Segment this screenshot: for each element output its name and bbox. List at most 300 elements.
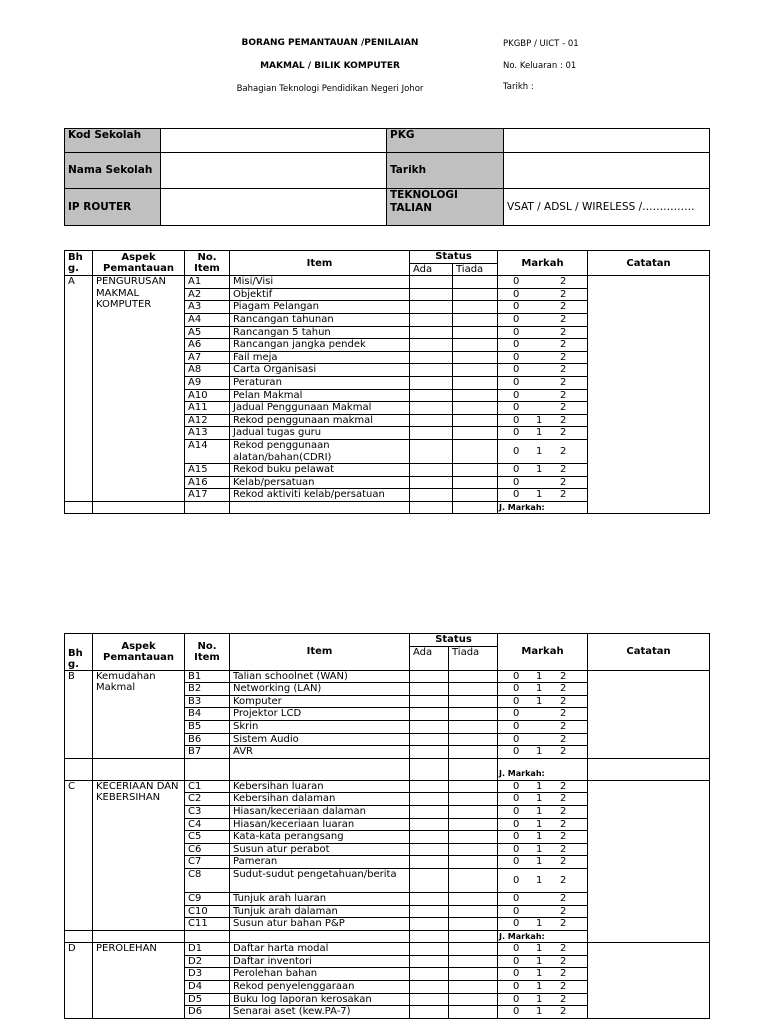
markah-option[interactable]: 2 bbox=[560, 402, 567, 414]
status-tiada-cell[interactable] bbox=[449, 793, 498, 806]
markah-option[interactable]: 0 bbox=[513, 805, 520, 817]
status-tiada-cell[interactable] bbox=[453, 476, 498, 489]
markah-options[interactable] bbox=[498, 843, 588, 856]
markah-option[interactable]: 1 bbox=[536, 780, 543, 792]
status-ada-cell[interactable] bbox=[410, 351, 453, 364]
markah-option[interactable]: 0 bbox=[513, 464, 520, 476]
markah-option[interactable]: 0 bbox=[513, 746, 520, 758]
markah-options[interactable] bbox=[498, 695, 588, 708]
markah-option[interactable]: 2 bbox=[560, 805, 567, 817]
col-aspek: Aspek Pemantauan bbox=[93, 634, 185, 671]
item-name: Sistem Audio bbox=[230, 733, 410, 746]
markah-option[interactable]: 0 bbox=[513, 955, 520, 967]
markah-option[interactable]: 0 bbox=[513, 918, 520, 930]
status-tiada-cell[interactable] bbox=[449, 856, 498, 869]
markah-option[interactable]: 0 bbox=[513, 339, 520, 351]
markah-option[interactable]: 1 bbox=[536, 670, 543, 682]
markah-option[interactable]: 2 bbox=[560, 276, 567, 288]
pkg-field[interactable] bbox=[504, 129, 710, 153]
section-aspek: KECERIAAN DAN KEBERSIHAN bbox=[93, 780, 185, 930]
markah-option[interactable]: 0 bbox=[513, 708, 520, 720]
status-ada-cell[interactable] bbox=[410, 708, 449, 721]
status-ada-cell[interactable] bbox=[410, 339, 453, 352]
table-row bbox=[65, 943, 710, 956]
nama-sekolah-field[interactable] bbox=[161, 153, 387, 189]
markah-option[interactable]: 0 bbox=[513, 683, 520, 695]
markah-option[interactable]: 1 bbox=[536, 918, 543, 930]
markah-option[interactable]: 1 bbox=[536, 981, 543, 993]
markah-option[interactable]: 1 bbox=[536, 955, 543, 967]
markah-option[interactable]: 2 bbox=[560, 1006, 567, 1018]
item-number: B6 bbox=[185, 733, 230, 746]
markah-option[interactable]: 0 bbox=[513, 856, 520, 868]
status-ada-cell[interactable] bbox=[410, 439, 453, 463]
markah-option[interactable]: 0 bbox=[513, 476, 520, 488]
markah-option[interactable]: 1 bbox=[536, 805, 543, 817]
assessment-table-bcd bbox=[64, 633, 710, 1019]
markah-options[interactable] bbox=[498, 733, 588, 746]
markah-options[interactable] bbox=[498, 943, 588, 956]
markah-option[interactable]: 2 bbox=[560, 856, 567, 868]
status-tiada-cell[interactable] bbox=[449, 1006, 498, 1019]
status-ada-cell[interactable] bbox=[410, 288, 453, 301]
markah-option[interactable]: 2 bbox=[560, 288, 567, 300]
status-tiada-cell[interactable] bbox=[449, 708, 498, 721]
markah-option[interactable]: 0 bbox=[513, 943, 520, 955]
status-tiada-cell[interactable] bbox=[449, 843, 498, 856]
item-number: B3 bbox=[185, 695, 230, 708]
markah-option[interactable]: 2 bbox=[560, 831, 567, 843]
markah-options[interactable] bbox=[498, 670, 588, 683]
item-name: Senarai aset (kew.PA-7) bbox=[230, 1006, 410, 1019]
status-ada-cell[interactable] bbox=[410, 993, 449, 1006]
status-ada-cell[interactable] bbox=[410, 805, 449, 818]
markah-options[interactable] bbox=[498, 439, 588, 463]
item-number: C11 bbox=[185, 918, 230, 931]
status-tiada-cell[interactable] bbox=[449, 868, 498, 892]
empty-cell bbox=[65, 501, 93, 514]
markah-option[interactable]: 2 bbox=[560, 720, 567, 732]
markah-options[interactable] bbox=[498, 427, 588, 440]
status-ada-cell[interactable] bbox=[410, 843, 449, 856]
status-tiada-cell[interactable] bbox=[453, 301, 498, 314]
status-tiada-cell[interactable] bbox=[449, 955, 498, 968]
markah-options[interactable] bbox=[498, 351, 588, 364]
markah-options[interactable] bbox=[498, 389, 588, 402]
item-number: A3 bbox=[185, 301, 230, 314]
col-markah: Markah bbox=[498, 634, 588, 671]
item-name: Susun atur bahan P&P bbox=[230, 918, 410, 931]
tarikh-label: Tarikh bbox=[387, 153, 504, 189]
item-name: Piagam Pelangan bbox=[230, 301, 410, 314]
col-tiada: Tiada bbox=[449, 646, 498, 670]
status-tiada-cell[interactable] bbox=[449, 943, 498, 956]
status-ada-cell[interactable] bbox=[410, 793, 449, 806]
catatan-cell[interactable] bbox=[588, 276, 710, 514]
markah-options[interactable] bbox=[498, 818, 588, 831]
item-name: Rekod aktiviti kelab/persatuan bbox=[230, 489, 410, 502]
empty-cell bbox=[93, 758, 185, 780]
catatan-cell[interactable] bbox=[588, 943, 710, 1019]
markah-option[interactable]: 2 bbox=[560, 918, 567, 930]
status-tiada-cell[interactable] bbox=[453, 288, 498, 301]
status-tiada-cell[interactable] bbox=[453, 364, 498, 377]
status-tiada-cell[interactable] bbox=[453, 439, 498, 463]
status-tiada-cell[interactable] bbox=[453, 402, 498, 415]
item-name: Rancangan 5 tahun bbox=[230, 326, 410, 339]
status-tiada-cell[interactable] bbox=[453, 351, 498, 364]
item-name: Talian schoolnet (WAN) bbox=[230, 670, 410, 683]
markah-option[interactable]: 1 bbox=[536, 427, 543, 439]
status-tiada-cell[interactable] bbox=[453, 414, 498, 427]
status-ada-cell[interactable] bbox=[410, 780, 449, 793]
status-ada-cell[interactable] bbox=[410, 856, 449, 869]
empty-cell bbox=[185, 930, 230, 943]
item-number: A15 bbox=[185, 464, 230, 477]
markah-option[interactable]: 0 bbox=[513, 489, 520, 501]
markah-option[interactable]: 1 bbox=[536, 993, 543, 1005]
status-tiada-cell[interactable] bbox=[449, 831, 498, 844]
markah-option[interactable]: 2 bbox=[560, 427, 567, 439]
item-name: Pameran bbox=[230, 856, 410, 869]
item-number: A6 bbox=[185, 339, 230, 352]
status-tiada-cell[interactable] bbox=[453, 276, 498, 289]
markah-option[interactable]: 0 bbox=[513, 843, 520, 855]
item-name: Rekod buku pelawat bbox=[230, 464, 410, 477]
status-ada-cell[interactable] bbox=[410, 427, 453, 440]
status-ada-cell[interactable] bbox=[410, 326, 453, 339]
markah-option[interactable]: 1 bbox=[536, 746, 543, 758]
markah-option[interactable]: 2 bbox=[560, 683, 567, 695]
status-ada-cell[interactable] bbox=[410, 464, 453, 477]
markah-options[interactable] bbox=[498, 831, 588, 844]
markah-option[interactable]: 1 bbox=[536, 489, 543, 501]
markah-options[interactable] bbox=[498, 326, 588, 339]
markah-option[interactable]: 0 bbox=[513, 793, 520, 805]
markah-option[interactable]: 1 bbox=[536, 968, 543, 980]
markah-option[interactable]: 0 bbox=[513, 993, 520, 1005]
markah-option[interactable]: 2 bbox=[560, 780, 567, 792]
col-catatan: Catatan bbox=[588, 251, 710, 276]
markah-option[interactable]: 2 bbox=[560, 981, 567, 993]
catatan-cell[interactable] bbox=[588, 758, 710, 780]
markah-options[interactable] bbox=[498, 918, 588, 931]
status-ada-cell[interactable] bbox=[410, 968, 449, 981]
markah-option[interactable]: 0 bbox=[513, 981, 520, 993]
status-tiada-cell[interactable] bbox=[449, 805, 498, 818]
item-number: A16 bbox=[185, 476, 230, 489]
markah-option[interactable]: 1 bbox=[536, 695, 543, 707]
item-name: Buku log laporan kerosakan bbox=[230, 993, 410, 1006]
status-tiada-cell[interactable] bbox=[449, 683, 498, 696]
status-ada-cell[interactable] bbox=[410, 376, 453, 389]
markah-option[interactable]: 0 bbox=[513, 831, 520, 843]
status-tiada-cell[interactable] bbox=[449, 905, 498, 918]
markah-options[interactable] bbox=[498, 489, 588, 502]
status-tiada-cell[interactable] bbox=[449, 746, 498, 759]
markah-option[interactable]: 2 bbox=[560, 313, 567, 325]
markah-options[interactable] bbox=[498, 414, 588, 427]
item-name: Tunjuk arah dalaman bbox=[230, 905, 410, 918]
markah-options[interactable] bbox=[498, 276, 588, 289]
catatan-cell[interactable] bbox=[588, 780, 710, 943]
markah-option[interactable]: 1 bbox=[536, 856, 543, 868]
markah-option[interactable]: 1 bbox=[536, 943, 543, 955]
markah-option[interactable]: 0 bbox=[513, 905, 520, 917]
markah-option[interactable]: 2 bbox=[560, 464, 567, 476]
markah-option[interactable]: 0 bbox=[513, 364, 520, 376]
col-tiada: Tiada bbox=[453, 263, 498, 276]
status-ada-cell[interactable] bbox=[410, 683, 449, 696]
status-ada-cell[interactable] bbox=[410, 389, 453, 402]
markah-option[interactable]: 2 bbox=[560, 670, 567, 682]
section-code: A bbox=[65, 276, 93, 502]
markah-option[interactable]: 2 bbox=[560, 793, 567, 805]
markah-option[interactable]: 0 bbox=[513, 733, 520, 745]
markah-options[interactable] bbox=[498, 955, 588, 968]
markah-option[interactable]: 0 bbox=[513, 276, 520, 288]
markah-option[interactable]: 0 bbox=[513, 313, 520, 325]
markah-option[interactable]: 2 bbox=[560, 993, 567, 1005]
kod-sekolah-field[interactable] bbox=[161, 129, 387, 153]
item-number: A7 bbox=[185, 351, 230, 364]
markah-option[interactable]: 2 bbox=[560, 746, 567, 758]
markah-option[interactable]: 0 bbox=[513, 968, 520, 980]
status-ada-cell[interactable] bbox=[410, 868, 449, 892]
markah-option[interactable]: 1 bbox=[536, 831, 543, 843]
status-ada-cell[interactable] bbox=[410, 733, 449, 746]
item-name: Hiasan/keceriaan luaran bbox=[230, 818, 410, 831]
markah-option[interactable]: 0 bbox=[513, 389, 520, 401]
markah-option[interactable]: 0 bbox=[513, 695, 520, 707]
markah-option[interactable]: 1 bbox=[536, 414, 543, 426]
markah-option[interactable]: 2 bbox=[560, 326, 567, 338]
markah-option[interactable]: 1 bbox=[536, 818, 543, 830]
markah-options[interactable] bbox=[498, 364, 588, 377]
ip-router-field[interactable] bbox=[161, 189, 387, 226]
markah-option[interactable]: 2 bbox=[560, 389, 567, 401]
status-tiada-cell[interactable] bbox=[453, 427, 498, 440]
markah-option[interactable]: 2 bbox=[560, 301, 567, 313]
markah-option[interactable]: 0 bbox=[513, 351, 520, 363]
empty-cell bbox=[410, 501, 453, 514]
markah-options[interactable] bbox=[498, 746, 588, 759]
item-number: D1 bbox=[185, 943, 230, 956]
status-ada-cell[interactable] bbox=[410, 943, 449, 956]
col-markah: Markah bbox=[498, 251, 588, 276]
item-name: Kebersihan dalaman bbox=[230, 793, 410, 806]
status-ada-cell[interactable] bbox=[410, 831, 449, 844]
status-ada-cell[interactable] bbox=[410, 892, 449, 905]
markah-options[interactable] bbox=[498, 402, 588, 415]
markah-option[interactable]: 2 bbox=[560, 476, 567, 488]
markah-option[interactable]: 2 bbox=[560, 376, 567, 388]
status-tiada-cell[interactable] bbox=[453, 464, 498, 477]
markah-option[interactable]: 1 bbox=[536, 1006, 543, 1018]
empty-cell bbox=[410, 930, 449, 943]
markah-options[interactable] bbox=[498, 892, 588, 905]
markah-options[interactable] bbox=[498, 683, 588, 696]
markah-options[interactable] bbox=[498, 464, 588, 477]
nama-sekolah-label: Nama Sekolah bbox=[65, 153, 161, 189]
status-tiada-cell[interactable] bbox=[449, 720, 498, 733]
markah-option[interactable]: 1 bbox=[536, 874, 543, 886]
markah-option[interactable]: 0 bbox=[513, 376, 520, 388]
markah-options[interactable] bbox=[498, 339, 588, 352]
markah-options[interactable] bbox=[498, 301, 588, 314]
markah-options[interactable] bbox=[498, 993, 588, 1006]
status-tiada-cell[interactable] bbox=[449, 993, 498, 1006]
status-ada-cell[interactable] bbox=[410, 746, 449, 759]
status-tiada-cell[interactable] bbox=[453, 326, 498, 339]
form-code: PKGBP / UICT - 01 bbox=[503, 39, 579, 49]
item-name: Kata-kata perangsang bbox=[230, 831, 410, 844]
markah-option[interactable]: 0 bbox=[513, 326, 520, 338]
status-ada-cell[interactable] bbox=[410, 981, 449, 994]
markah-option[interactable]: 2 bbox=[560, 905, 567, 917]
table-row bbox=[65, 780, 710, 793]
status-tiada-cell[interactable] bbox=[449, 818, 498, 831]
markah-option[interactable]: 2 bbox=[560, 445, 567, 457]
markah-option[interactable]: 0 bbox=[513, 720, 520, 732]
markah-option[interactable]: 2 bbox=[560, 414, 567, 426]
empty-cell bbox=[185, 501, 230, 514]
markah-option[interactable]: 1 bbox=[536, 445, 543, 457]
markah-option[interactable]: 0 bbox=[513, 414, 520, 426]
status-tiada-cell[interactable] bbox=[449, 780, 498, 793]
markah-option[interactable]: 0 bbox=[513, 301, 520, 313]
markah-option[interactable]: 2 bbox=[560, 733, 567, 745]
catatan-cell[interactable] bbox=[588, 670, 710, 758]
status-tiada-cell[interactable] bbox=[449, 918, 498, 931]
markah-option[interactable]: 1 bbox=[536, 683, 543, 695]
col-bhg: Bh g. bbox=[65, 634, 93, 671]
markah-option[interactable]: 2 bbox=[560, 695, 567, 707]
markah-option[interactable]: 1 bbox=[536, 843, 543, 855]
section-code: B bbox=[65, 670, 93, 758]
status-ada-cell[interactable] bbox=[410, 905, 449, 918]
item-number: A10 bbox=[185, 389, 230, 402]
status-ada-cell[interactable] bbox=[410, 695, 449, 708]
markah-option[interactable]: 0 bbox=[513, 874, 520, 886]
markah-options[interactable] bbox=[498, 708, 588, 721]
markah-option[interactable]: 2 bbox=[560, 489, 567, 501]
status-ada-cell[interactable] bbox=[410, 670, 449, 683]
item-name: Misi/Visi bbox=[230, 276, 410, 289]
item-name: Daftar inventori bbox=[230, 955, 410, 968]
markah-options[interactable] bbox=[498, 780, 588, 793]
status-ada-cell[interactable] bbox=[410, 818, 449, 831]
status-tiada-cell[interactable] bbox=[449, 670, 498, 683]
status-tiada-cell[interactable] bbox=[453, 376, 498, 389]
item-name: Daftar harta modal bbox=[230, 943, 410, 956]
markah-options[interactable] bbox=[498, 720, 588, 733]
section-aspek: PEROLEHAN bbox=[93, 943, 185, 1019]
markah-option[interactable]: 2 bbox=[560, 955, 567, 967]
markah-options[interactable] bbox=[498, 313, 588, 326]
markah-options[interactable] bbox=[498, 856, 588, 869]
markah-options[interactable] bbox=[498, 905, 588, 918]
markah-options[interactable] bbox=[498, 288, 588, 301]
markah-options[interactable] bbox=[498, 476, 588, 489]
status-ada-cell[interactable] bbox=[410, 301, 453, 314]
status-tiada-cell[interactable] bbox=[449, 968, 498, 981]
status-ada-cell[interactable] bbox=[410, 414, 453, 427]
status-ada-cell[interactable] bbox=[410, 276, 453, 289]
markah-option[interactable]: 2 bbox=[560, 708, 567, 720]
markah-option[interactable]: 0 bbox=[513, 427, 520, 439]
markah-option[interactable]: 0 bbox=[513, 445, 520, 457]
markah-option[interactable]: 0 bbox=[513, 892, 520, 904]
talian-value[interactable]: VSAT / ADSL / WIRELESS /…………… bbox=[504, 189, 710, 226]
markah-option[interactable]: 0 bbox=[513, 818, 520, 830]
status-tiada-cell[interactable] bbox=[453, 389, 498, 402]
status-ada-cell[interactable] bbox=[410, 476, 453, 489]
markah-option[interactable]: 2 bbox=[560, 874, 567, 886]
markah-options[interactable] bbox=[498, 1006, 588, 1019]
item-number: C2 bbox=[185, 793, 230, 806]
status-ada-cell[interactable] bbox=[410, 364, 453, 377]
markah-option[interactable]: 2 bbox=[560, 364, 567, 376]
item-number: C4 bbox=[185, 818, 230, 831]
markah-option[interactable]: 0 bbox=[513, 288, 520, 300]
status-tiada-cell[interactable] bbox=[449, 892, 498, 905]
status-ada-cell[interactable] bbox=[410, 918, 449, 931]
markah-options[interactable] bbox=[498, 793, 588, 806]
markah-option[interactable]: 1 bbox=[536, 793, 543, 805]
item-number: A9 bbox=[185, 376, 230, 389]
form-subtitle-lab: MAKMAL / BILIK KOMPUTER bbox=[260, 61, 400, 71]
status-tiada-cell[interactable] bbox=[453, 339, 498, 352]
markah-options[interactable] bbox=[498, 805, 588, 818]
status-ada-cell[interactable] bbox=[410, 313, 453, 326]
markah-option[interactable]: 2 bbox=[560, 818, 567, 830]
item-name: Perolehan bahan bbox=[230, 968, 410, 981]
markah-options[interactable] bbox=[498, 968, 588, 981]
school-info-table bbox=[64, 128, 710, 226]
item-number: A2 bbox=[185, 288, 230, 301]
markah-option[interactable]: 2 bbox=[560, 339, 567, 351]
markah-options[interactable] bbox=[498, 376, 588, 389]
status-ada-cell[interactable] bbox=[410, 489, 453, 502]
markah-option[interactable]: 2 bbox=[560, 968, 567, 980]
status-tiada-cell[interactable] bbox=[449, 981, 498, 994]
markah-option[interactable]: 0 bbox=[513, 780, 520, 792]
status-ada-cell[interactable] bbox=[410, 1006, 449, 1019]
col-aspek: Aspek Pemantauan bbox=[93, 251, 185, 276]
markah-options[interactable] bbox=[498, 868, 588, 892]
markah-option[interactable]: 2 bbox=[560, 892, 567, 904]
item-number: B7 bbox=[185, 746, 230, 759]
status-ada-cell[interactable] bbox=[410, 955, 449, 968]
tarikh-field[interactable] bbox=[504, 153, 710, 189]
empty-cell bbox=[449, 930, 498, 943]
status-tiada-cell[interactable] bbox=[453, 489, 498, 502]
markah-option[interactable]: 2 bbox=[560, 351, 567, 363]
markah-option[interactable]: 2 bbox=[560, 943, 567, 955]
status-tiada-cell[interactable] bbox=[453, 313, 498, 326]
status-tiada-cell[interactable] bbox=[449, 733, 498, 746]
markah-option[interactable]: 0 bbox=[513, 670, 520, 682]
markah-option[interactable]: 1 bbox=[536, 464, 543, 476]
status-ada-cell[interactable] bbox=[410, 720, 449, 733]
markah-options[interactable] bbox=[498, 981, 588, 994]
markah-option[interactable]: 2 bbox=[560, 843, 567, 855]
markah-option[interactable]: 0 bbox=[513, 402, 520, 414]
status-ada-cell[interactable] bbox=[410, 402, 453, 415]
markah-option[interactable]: 0 bbox=[513, 1006, 520, 1018]
status-tiada-cell[interactable] bbox=[449, 695, 498, 708]
